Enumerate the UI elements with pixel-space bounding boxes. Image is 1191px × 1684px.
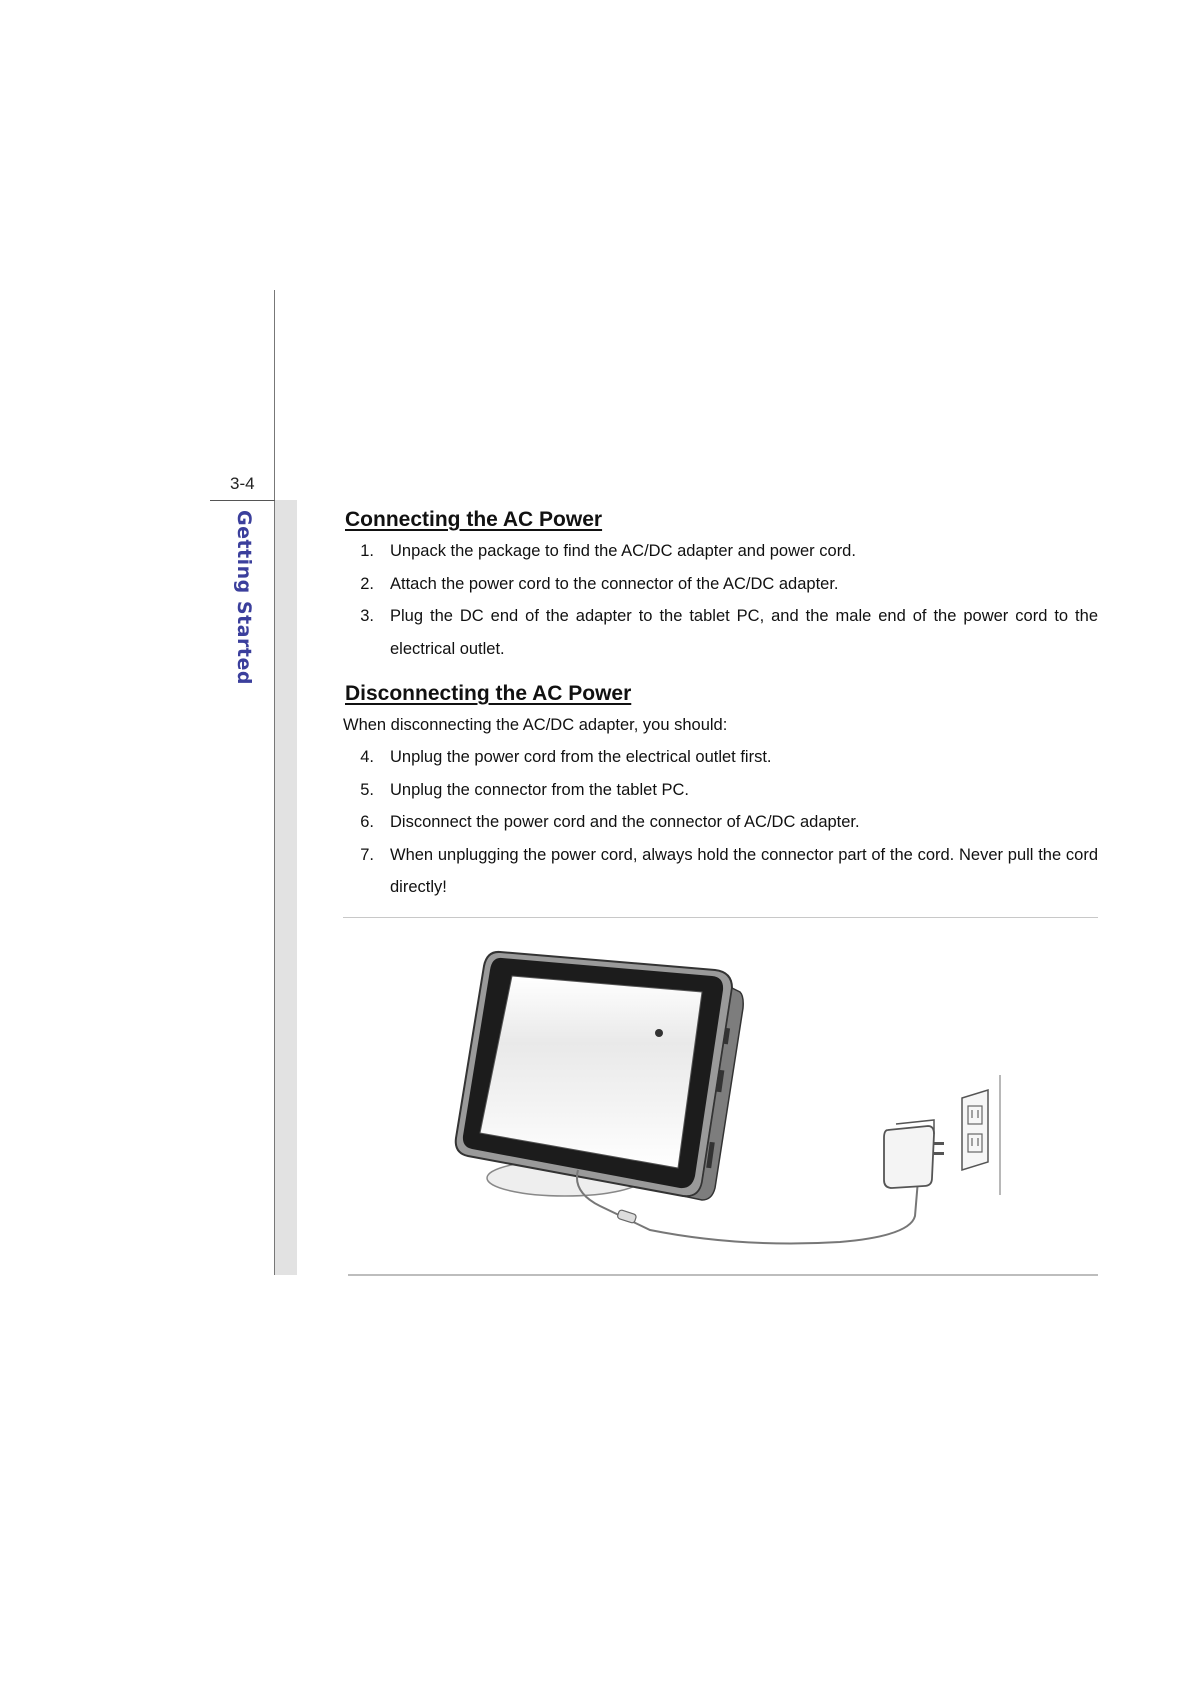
list-item xyxy=(343,839,1098,904)
list-item xyxy=(343,600,1098,665)
main-content xyxy=(343,505,1098,904)
tablet-ac-power-illustration xyxy=(440,930,1040,1260)
page-number-rule xyxy=(210,500,275,501)
page-number: 3-4 xyxy=(230,474,255,493)
bottom-rule xyxy=(348,1274,1098,1276)
step-number: 6. xyxy=(360,813,374,831)
list-item xyxy=(343,806,1098,839)
step-text: Attach the power cord to the connector of the AC/DC adapter. xyxy=(390,574,839,593)
step-number: 5. xyxy=(360,780,374,799)
ferrite-core xyxy=(617,1209,637,1223)
ac-adapter xyxy=(884,1120,944,1188)
step-number: 3. xyxy=(360,607,374,625)
list-item xyxy=(343,535,1098,568)
step-text: When unplugging the power cord, always hold the connector part of the cord. Never pull the cord directly! xyxy=(390,845,1098,896)
wall-outlet xyxy=(962,1075,1000,1195)
section-tab: Getting Started xyxy=(233,510,255,685)
step-text: Unpack the package to find the AC/DC adapter and power cord. xyxy=(390,542,856,560)
step-text: Plug the DC end of the adapter to the tablet PC, and the male end of the power cord to the electrical outlet. xyxy=(390,607,1098,658)
step-number: 4. xyxy=(360,748,374,766)
tablet-screen xyxy=(480,976,702,1168)
step-number: 1. xyxy=(360,542,374,560)
step-number: 2. xyxy=(360,574,374,593)
list-item xyxy=(343,774,1098,807)
list-item xyxy=(343,568,1098,601)
list-item xyxy=(343,741,1098,774)
disconnecting-heading: Disconnecting the AC Power xyxy=(345,682,632,705)
connecting-steps xyxy=(343,535,1098,665)
disconnecting-steps xyxy=(343,741,1098,904)
tablet-device xyxy=(456,952,743,1200)
margin-rule-top xyxy=(274,290,275,500)
step-text: Unplug the connector from the tablet PC. xyxy=(390,780,689,799)
step-text: Unplug the power cord from the electrical outlet first. xyxy=(390,748,772,766)
connecting-heading: Connecting the AC Power xyxy=(345,508,603,531)
step-text: Disconnect the power cord and the connector of AC/DC adapter. xyxy=(390,813,860,831)
disconnecting-intro: When disconnecting the AC/DC adapter, you should: xyxy=(343,716,728,734)
margin-band xyxy=(275,500,297,1275)
step-number: 7. xyxy=(360,845,374,864)
separator-rule xyxy=(343,917,1098,918)
